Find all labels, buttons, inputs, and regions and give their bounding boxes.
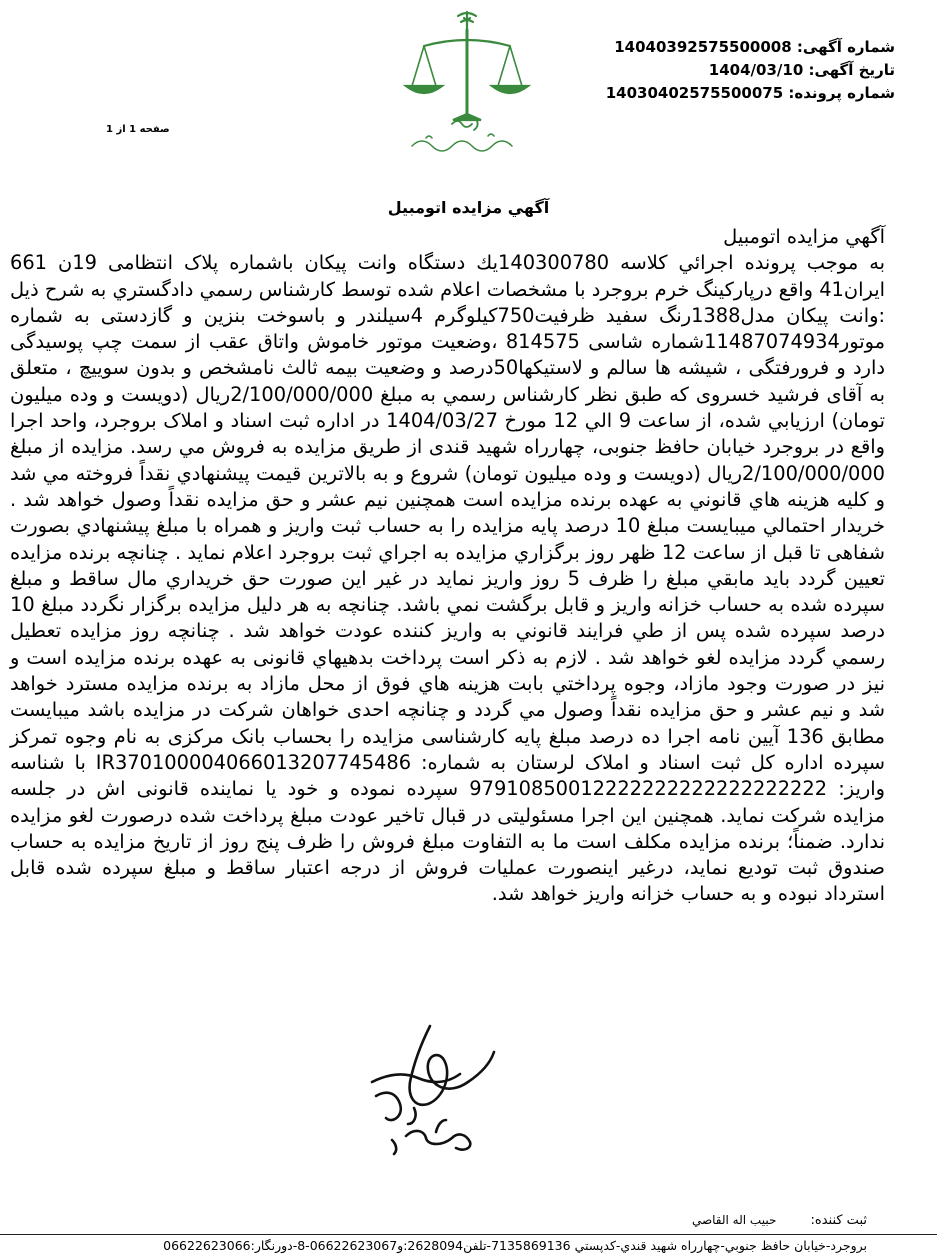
notice-body: [10, 224, 885, 908]
notice-number-label: شماره آگهی:: [796, 38, 895, 56]
case-number: 14030402575500075: [605, 84, 784, 102]
notice-header: [606, 36, 895, 105]
judiciary-scales-logo: [392, 6, 542, 156]
page-indicator: صفحه 1 از 1: [106, 124, 170, 135]
case-number-label: شماره پرونده:: [788, 84, 895, 102]
notice-number-row: [606, 36, 895, 59]
handwritten-signature: [352, 1012, 512, 1162]
notice-date-label: تاریخ آگهی:: [808, 61, 895, 79]
registrar-label: ثبت كننده:: [810, 1213, 867, 1228]
registrar-name: حبيب اله القاصي: [691, 1213, 777, 1227]
notice-date: 1404/03/10: [708, 61, 804, 79]
office-address: بروجرد-خيابان حافظ جنوبي-چهارراه شهيد قندي-كدپستي 7135869136-تلفن2628094:و06622623067-8-دورنگار:06622623066: [163, 1238, 867, 1253]
footer-divider: [0, 1234, 937, 1235]
notice-body-text: به موجب پرونده اجرائي كلاسه 140300780يك دستگاه وانت پيكان باشماره پلاک انتظامی 19ن 661 ايران41 واقع درپارکینگ خرم بروجرد با مشخصات اعلام شده توسط كارشناس رسمي دادگستري به شرح ذيل :وانت پیکان مدل1388رنگ سفید ظرفیت750کیلوگرم 4سیلندر و باسوخت بنزین و گازدستی به شماره موتور11487074934شماره شاسی 814575 ،وضعیت موتور خاموش واتاق عقب از سمت چپ پوسیدگی دارد و فرورفتگی ، شیشه ها سالم و لاستیکها50درصد و وضعیت بیمه ثالث نامشخص و بدون سوییچ ، متعلق به آقای فرشید خسروی كه طبق نظر كارشناس رسمي به مبلغ 2/100/000/000ريال (دویست و وده میلیون تومان) ارزيابي شده، از ساعت 9 الي 12 مورخ 1404/03/27 در اداره ثبت اسناد و املاک بروجرد، واحد اجرا واقع در بروجرد خیابان حافظ جنوبی، چهارراه شهید قندی از طريق مزايده به فروش مي رسد. مزايده از مبلغ 2/100/000/000ريال (دویست و وده میلیون تومان) شروع و به بالاترين قيمت پيشنهادي نقداً فروخته مي شد و كليه هزينه هاي قانوني به عهده برنده مزايده است همچنين نيم عشر و حق مزايده نقداً وصول خواهد شد . خريدار احتمالي ميبايست مبلغ 10 درصد پايه مزايده را به حساب ثبت واريز و همراه با مبلغ پيشنهادي بصورت شفاهی تا قبل از ساعت 12 ظهر روز برگزاري مزايده به اجراي ثبت بروجرد اعلام نمايد . چنانچه برنده مزايده تعيين گردد بايد مابقي مبلغ را ظرف 5 روز واريز نمايد در غير اين صورت حق خريداري مال ساقط و مبلغ سپرده شده به حساب خزانه واريز و قابل برگشت نمي باشد. چنانچه به هر دليل مزايده برگزار نگردد مبلغ 10 درصد سپرده شده پس از طي فرايند قانوني به واريز كننده عودت خواهد شد . چنانچه روز مزايده تعطيل رسمي گردد مزايده لغو خواهد شد . لازم به ذكر است پرداخت بدهيهاي قانونی به عهده برنده مزايده است و نيز در صورت وجود مازاد، وجوه پرداختي بابت هزينه هاي فوق از محل مازاد به برنده مزايده مسترد خواهد شد و نیم عشر و حق مزایده نقداً وصول مي گردد و چنانچه احدی خواهان شرکت در مزایده باشد میبایست مطابق 136 آیین نامه اجرا ده درصد مبلغ پایه کارشناسی مزایده را بحساب بانک مرکزی به نام وجوه تمرکز سپرده اداره کل ثبت اسناد و املاک لرستان به شماره: IR370100004066013207745486 با شناسه واریز: 97910850012222222222222222222 سپرده نموده و خود یا نماینده قانونی اش در جلسه مزایده شرکت نماید. همچنین این اجرا مسئولیتی در قبال تاخیر عودت مبلغ پرداخت شده درصورت لغو مزایده ندارد. ضمناً؛ برنده مزایده مکلف است ما به التفاوت مبلغ فروش را ظرف پنج روز از تاریخ مزایده به حساب صندوق ثبت تودیع نماید، درغیر اینصورت عملیات فروش از درجه اعتبار ساقط و مبلغ سپرده شده قابل استرداد نبوده و به حساب خزانه واریز خواهد شد.: [10, 251, 886, 906]
notice-date-row: [606, 59, 895, 82]
document-title: آگهي مزايده اتومبيل: [387, 198, 550, 217]
notice-subtitle: آگهي مزايده اتومبيل: [723, 225, 885, 248]
notice-number: 14040392575500008: [614, 38, 792, 56]
case-number-row: [606, 82, 895, 105]
registrar-line: [692, 1213, 867, 1228]
